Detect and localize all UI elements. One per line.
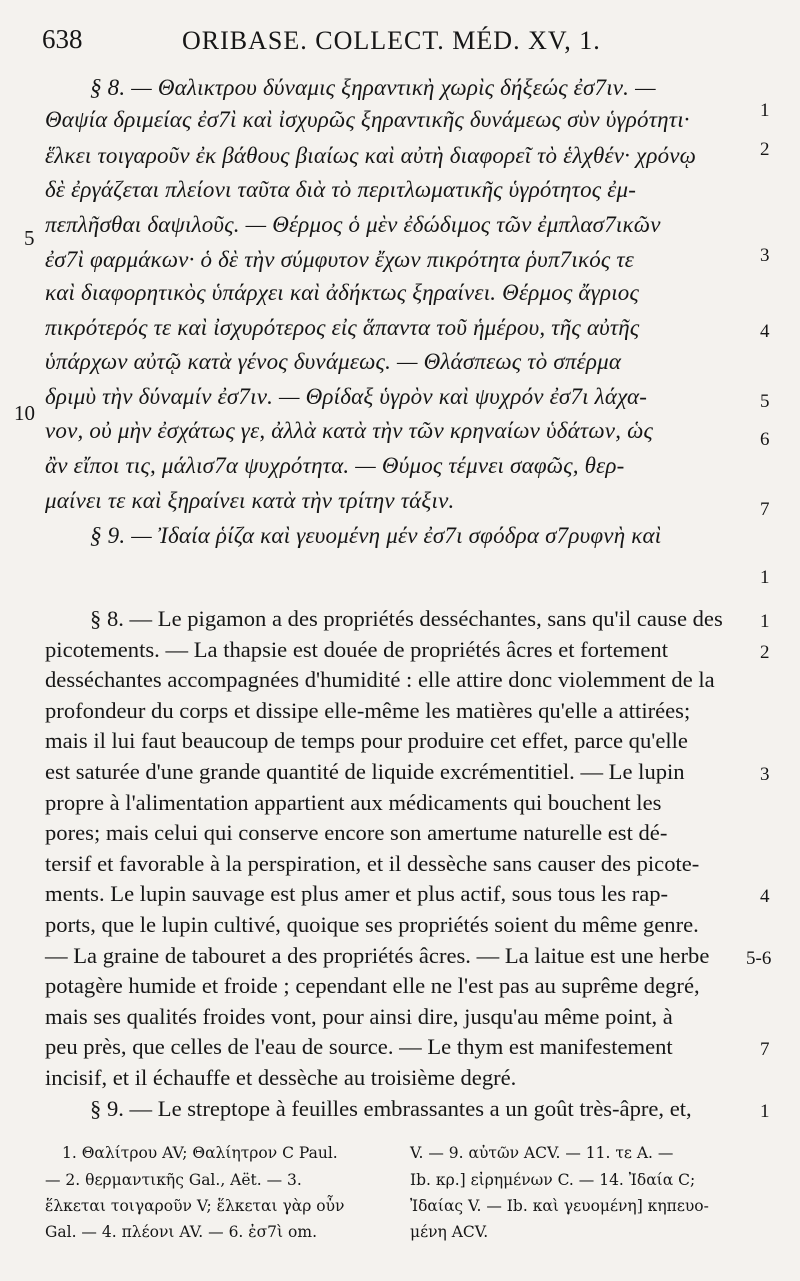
french-line: pores; mais celui qui conserve encore son amertume naturelle est dé- bbox=[45, 820, 668, 845]
french-margin-number: 7 bbox=[760, 1039, 770, 1060]
french-line: ments. Le lupin sauvage est plus amer et plus actif, sous tous les rap- bbox=[45, 881, 669, 906]
greek-line: καὶ διαφορητικὸς ὑπάρχει καὶ ἀδήκτως ξηραίνει. Θέρμος ἄγριος bbox=[45, 280, 640, 305]
french-line: est saturée d'une grande quantité de liquide excrémentitiel. — Le lupin bbox=[45, 759, 685, 784]
greek-line: ὑπάρχων αὐτῷ κατὰ γένος δυνάμεως. — Θλάσπεως τὸ σπέρμα bbox=[45, 349, 622, 374]
greek-line: μαίνει τε καὶ ξηραίνει κατὰ τὴν τρίτην τάξιν. bbox=[45, 488, 455, 513]
greek-line: ἂν εἴποι τις, μάλισ7α ψυχρότητα. — Θύμος τέμνει σαφῶς, θερ- bbox=[45, 453, 625, 478]
running-head: ORIBASE. COLLECT. MÉD. XV, 1. bbox=[182, 26, 601, 55]
page-header bbox=[0, 24, 800, 60]
footnote-line-right: Ἰδαίας V. — Ib. καὶ γευομένη] κηπευο- bbox=[410, 1197, 709, 1215]
greek-line: πεπλῆσθαι δαψιλοῦς. — Θέρμος ὁ μὲν ἐδώδιμος τῶν ἐμπλασ7ικῶν bbox=[45, 212, 661, 237]
french-line: tersif et favorable à la perspiration, et il dessèche sans causer des picote- bbox=[45, 851, 700, 876]
french-line: ports, que le lupin cultivé, quoique ses propriétés soient du même genre. bbox=[45, 912, 699, 937]
french-margin-number: 3 bbox=[760, 764, 770, 785]
greek-margin-number: 1 bbox=[760, 100, 770, 121]
greek-line: § 9. — Ἰδαία ῥίζα καὶ γευομένη μέν ἐσ7ι σφόδρα σ7ρυφνὴ καὶ bbox=[90, 523, 662, 548]
greek-line-number: 5 bbox=[24, 226, 35, 250]
greek-margin-number: 1 bbox=[760, 567, 770, 588]
greek-margin-number: 6 bbox=[760, 429, 770, 450]
greek-line: δριμὺ τὴν δύναμίν ἐσ7ιν. — Θρίδαξ ὑγρὸν καὶ ψυχρόν ἐσ7ι λάχα- bbox=[45, 384, 648, 409]
footnote-line-right: V. — 9. αὐτῶν ACV. — 11. τε A. — bbox=[410, 1144, 674, 1162]
greek-margin-number: 4 bbox=[760, 321, 770, 342]
french-line: mais ses qualités froides vont, pour ainsi dire, jusqu'au même point, à bbox=[45, 1004, 673, 1029]
greek-margin-number: 7 bbox=[760, 499, 770, 520]
french-line: propre à l'alimentation appartient aux médicaments qui bouchent les bbox=[45, 790, 662, 815]
french-line: — La graine de tabouret a des propriétés âcres. — La laitue est une herbe bbox=[45, 943, 710, 968]
greek-margin-number: 2 bbox=[760, 139, 770, 160]
greek-line: πικρότερός τε καὶ ἰσχυρότερος εἰς ἅπαντα τοῦ ἡμέρου, τῆς αὐτῆς bbox=[45, 315, 640, 340]
footnote-line-right: μένη ACV. bbox=[410, 1223, 489, 1241]
french-line: potagère humide et froide ; cependant elle ne l'est pas au suprême degré, bbox=[45, 973, 700, 998]
french-line: profondeur du corps et dissipe elle-même les matières qu'elle a attirées; bbox=[45, 698, 691, 723]
greek-line: Θαψία δριμείας ἐσ7ὶ καὶ ἰσχυρῶς ξηραντικῆς δυνάμεως σὺν ὑγρότητι· bbox=[45, 107, 690, 132]
french-margin-number: 4 bbox=[760, 886, 770, 907]
footnote-line-left: ἕλκεται τοιγαροῦν V; ἕλκεται γὰρ οὖν bbox=[45, 1197, 345, 1215]
french-line: incisif, et il échauffe et dessèche au troisième degré. bbox=[45, 1065, 517, 1090]
french-line: § 8. — Le pigamon a des propriétés desséchantes, sans qu'il cause des bbox=[90, 606, 723, 631]
french-margin-number: 1 bbox=[760, 1101, 770, 1122]
french-line: desséchantes accompagnées d'humidité : elle attire donc violemment de la bbox=[45, 667, 715, 692]
page-number: 638 bbox=[42, 24, 83, 54]
greek-line: δὲ ἐργάζεται πλείονι ταῦτα διὰ τὸ περιτλωματικῆς ὑγρότητος ἐμ- bbox=[45, 177, 637, 202]
french-line: peu près, que celles de l'eau de source. — Le thym est manifestement bbox=[45, 1034, 673, 1059]
greek-line: ἐσ7ὶ φαρμάκων· ὁ δὲ τὴν σύμφυτον ἔχων πικρότητα ῥυπ7ικός τε bbox=[45, 247, 635, 272]
greek-line: § 8. — Θαλικτρου δύναμις ξηραντικὴ χωρὶς δήξεώς ἐσ7ιν. — bbox=[90, 75, 656, 100]
footnote-line-left: — 2. θερμαντικῆς Gal., Aët. — 3. bbox=[45, 1171, 302, 1189]
greek-margin-number: 5 bbox=[760, 391, 770, 412]
footnote-line-right: Ib. κρ.] εἰρημένων C. — 14. Ἰδαία C; bbox=[410, 1171, 696, 1189]
greek-line: νον, οὐ μὴν ἐσχάτως γε, ἀλλὰ κατὰ τὴν τῶν κρηναίων ὑδάτων, ὡς bbox=[45, 418, 654, 443]
french-margin-number: 2 bbox=[760, 642, 770, 663]
french-margin-number: 1 bbox=[760, 611, 770, 632]
greek-line: ἕλκει τοιγαροῦν ἐκ βάθους βιαίως καὶ αὐτὴ διαφορεῖ τὸ ἑλχθέν· χρόνῳ bbox=[45, 143, 697, 168]
footnote-line-left: 1. Θαλίτρου AV; Θαλίητρον C Paul. bbox=[62, 1144, 338, 1162]
greek-line-number: 10 bbox=[14, 401, 35, 425]
french-line: picotements. — La thapsie est douée de propriétés âcres et fortement bbox=[45, 637, 668, 662]
french-line: § 9. — Le streptope à feuilles embrassantes a un goût très-âpre, et, bbox=[90, 1096, 692, 1121]
french-line: mais il lui faut beaucoup de temps pour produire cet effet, parce qu'elle bbox=[45, 728, 688, 753]
greek-margin-number: 3 bbox=[760, 245, 770, 266]
footnote-line-left: Gal. — 4. πλέονι AV. — 6. ἐσ7ὶ om. bbox=[45, 1223, 317, 1241]
french-margin-number: 5-6 bbox=[746, 948, 772, 969]
